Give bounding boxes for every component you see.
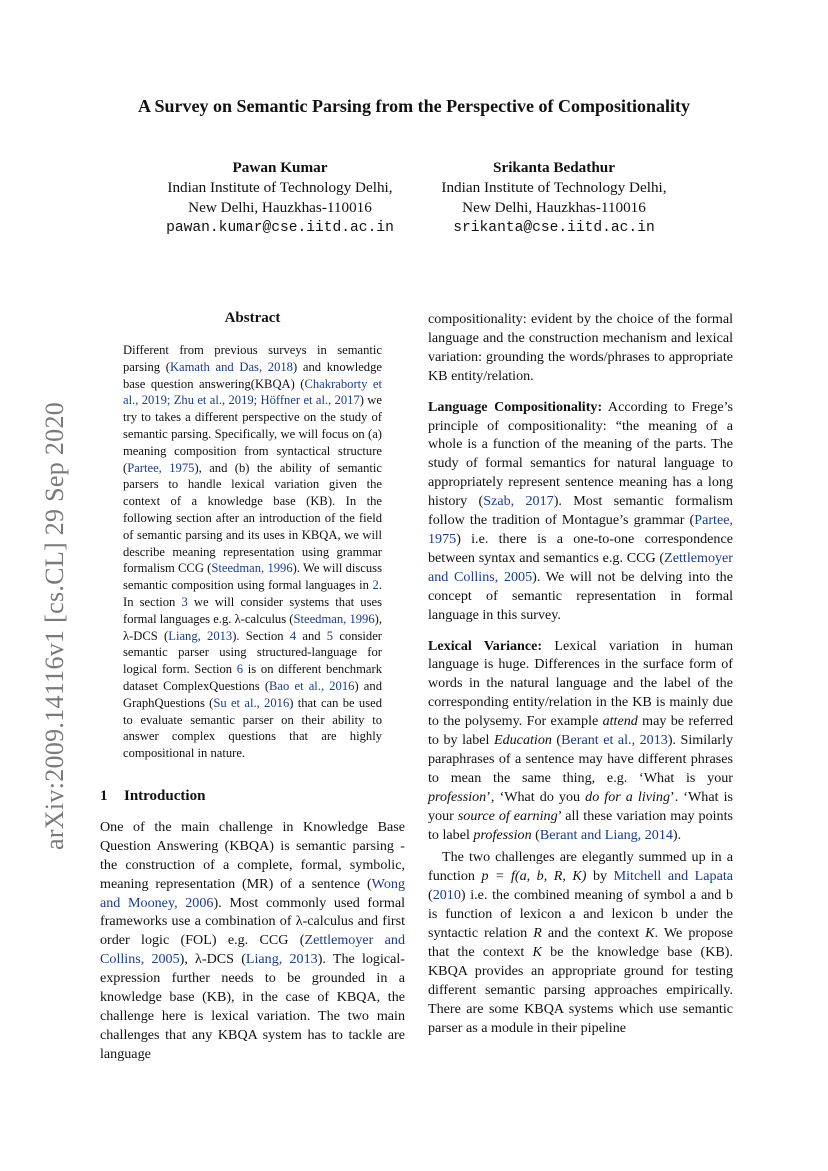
author-block-1 bbox=[140, 158, 420, 238]
author-block-2 bbox=[414, 158, 694, 238]
citation-link[interactable]: Berant and Liang, 2014 bbox=[539, 826, 673, 843]
section-ref-link[interactable]: 5 bbox=[326, 628, 334, 643]
abstract-body: Different from previous surveys in semantic parsing (Kamath and Das, 2018) and knowledge base question answering(KBQA) (Chakraborty et al., 2019; Zhu et al., 2019; Höffner et al., 2017) we try to takes a different perspective on the study of semantic parsing. Specifically, we will focus on (a) meaning composition from syntactical structure (Partee, 1975), and (b) the ability of semantic parsers to handle lexical variation given the context of a knowledge base (KB). In the following section after an introduction of the field of semantic parsing and its uses in KBQA, we will describe meaning representation using grammar formalism CCG (Steedman, 1996). We will discuss semantic composition using formal languages in 2. In section 3 we will consider systems that uses formal languages e.g. λ-calculus (Steedman, 1996), λ-DCS (Liang, 2013). Section 4 and 5 consider semantic parser using structured-language for logical form. Section 6 is on different benchmark dataset ComplexQuestions (Bao et al., 2016) and GraphQuestions (Su et al., 2016) that can be used to evaluate semantic parser on their ability to answer complex questions that are highly compositional in nature. bbox=[123, 343, 383, 761]
author-email[interactable]: pawan.kumar@cse.iitd.ac.in bbox=[166, 220, 394, 236]
section-number: 1 bbox=[100, 787, 108, 804]
introduction-paragraph: One of the main challenge in Knowledge Base Question Answering (KBQA) is semantic parsing - the construction of a complete, formal, symbolic, meaning representation (MR) of a sentence (Wong and Mooney, 2006). Most commonly used formal frameworks use a combination of λ-calculus and first order logic (FOL) e.g. CCG (Zettlemoyer and Collins, 2005), λ-DCS (Liang, 2013). The logical-expression further needs to be grounded in a knowledge base (KB), in the case of KBQA, the challenge here is lexical variation. The two main challenges that any KBQA system has to tackle are language bbox=[100, 818, 406, 1062]
citation-link[interactable]: Zettlemoyer and Collins, 2005 bbox=[100, 932, 405, 968]
left-column bbox=[100, 308, 405, 1064]
citation-link[interactable]: Partee, 1975 bbox=[127, 460, 195, 475]
author-email[interactable]: srikanta@cse.iitd.ac.in bbox=[453, 220, 655, 236]
section-ref-link[interactable]: 6 bbox=[236, 662, 244, 677]
citation-link[interactable]: Zettlemoyer and Collins, 2005 bbox=[428, 549, 733, 585]
paragraph-lead: Language Compositionality: bbox=[428, 398, 603, 415]
citation-link[interactable]: Wong and Mooney, 2006 bbox=[100, 875, 405, 911]
summary-paragraph: The two challenges are elegantly summed up in a function p = f(a, b, R, K) by Mitchell and Lapata (2010) i.e. the combined meaning of symbol a and b is function of lexicon a and lexicon b under the syntactic relation R and the context K. We propose that the context K be the knowledge base (KB). KBQA provides an appropriate ground for testing different semantic parsing approaches empirically. There are some KBQA systems which use semantic parser as a module in their pipeline bbox=[428, 849, 734, 1036]
arxiv-identifier-stamp: arXiv:2009.14116v1 [cs.CL] 29 Sep 2020 bbox=[40, 401, 69, 850]
citation-link[interactable]: Steedman, 1996 bbox=[211, 561, 293, 576]
section-ref-link[interactable]: 2 bbox=[372, 578, 379, 593]
citation-link[interactable]: Mitchell and Lapata bbox=[613, 868, 734, 885]
lexical-variance-paragraph: Lexical Variance: Lexical variation in human language is huge. Differences in the surface form of words in the natural language and the label of the corresponding entity/relation in the KB is mainly due to the polysemy. For example attend may be referred to by label Education (Berant et al., 2013). Similarly paraphrases of a sentence may have different phrases to mean the same thing, e.g. ‘What is your profession’, ‘What do you do for a living’. ‘What is your source of earning’ all these variation may points to label profession (Berant and Liang, 2014). bbox=[428, 637, 734, 843]
citation-link[interactable]: Chakraborty et al., 2019; Zhu et al., 2019; Höffner et al., 2017 bbox=[123, 376, 382, 408]
author-affiliation: Indian Institute of Technology Delhi, bbox=[441, 179, 667, 196]
section-title: Introduction bbox=[124, 787, 206, 804]
citation-link[interactable]: Partee, 1975 bbox=[428, 512, 733, 547]
author-address: New Delhi, Hauzkhas-110016 bbox=[188, 199, 372, 216]
citation-link[interactable]: Liang, 2013 bbox=[245, 951, 318, 968]
language-compositionality-paragraph: Language Compositionality: According to Frege’s principle of compositionality: “the meaning of a whole is a function of the meaning of the parts. The study of formal semantics for natural language to appropriately represent sentence meaning has a long history (Szab, 2017). Most semantic formalism follow the tradition of Montague’s grammar (Partee, 1975) i.e. there is a one-to-one correspondence between syntax and semantics e.g. CCG (Zettlemoyer and Collins, 2005). We will not be delving into the concept of semantic representation in formal language in this survey. bbox=[428, 398, 733, 623]
paper-title: A Survey on Semantic Parsing from the Perspective of Compositionality bbox=[137, 96, 691, 116]
math-symbol: K bbox=[645, 925, 655, 942]
citation-link[interactable]: 2010 bbox=[432, 887, 461, 904]
right-column bbox=[428, 310, 733, 1038]
author-address: New Delhi, Hauzkhas-110016 bbox=[462, 199, 646, 216]
author-affiliation: Indian Institute of Technology Delhi, bbox=[167, 179, 393, 196]
citation-link[interactable]: Su et al., 2016 bbox=[213, 695, 290, 710]
paragraph-lead: Lexical Variance: bbox=[428, 637, 543, 654]
citation-link[interactable]: Kamath and Das, 2018 bbox=[169, 359, 293, 374]
citation-link[interactable]: Berant et al., 2013 bbox=[561, 732, 668, 749]
author-name: Srikanta Bedathur bbox=[493, 159, 615, 176]
section-ref-link[interactable]: 3 bbox=[181, 594, 188, 609]
continuation-paragraph: compositionality: evident by the choice of the formal language and the construction mechanism and lexical variation: grounding the words/phrases to appropriate KB entity/relation. bbox=[428, 311, 733, 384]
abstract-heading: Abstract bbox=[224, 310, 281, 326]
math-expression: p = f(a, b, R, K) bbox=[481, 868, 587, 885]
section-ref-link[interactable]: 4 bbox=[289, 628, 297, 643]
math-symbol: R bbox=[533, 925, 542, 942]
citation-link[interactable]: Bao et al., 2016 bbox=[269, 678, 355, 693]
math-symbol: K bbox=[532, 944, 542, 960]
citation-link[interactable]: Steedman, 1996 bbox=[293, 611, 375, 626]
author-name: Pawan Kumar bbox=[232, 159, 328, 176]
citation-link[interactable]: Liang, 2013 bbox=[168, 628, 233, 643]
section-heading-introduction bbox=[100, 786, 405, 806]
citation-link[interactable]: Szab, 2017 bbox=[483, 493, 554, 510]
